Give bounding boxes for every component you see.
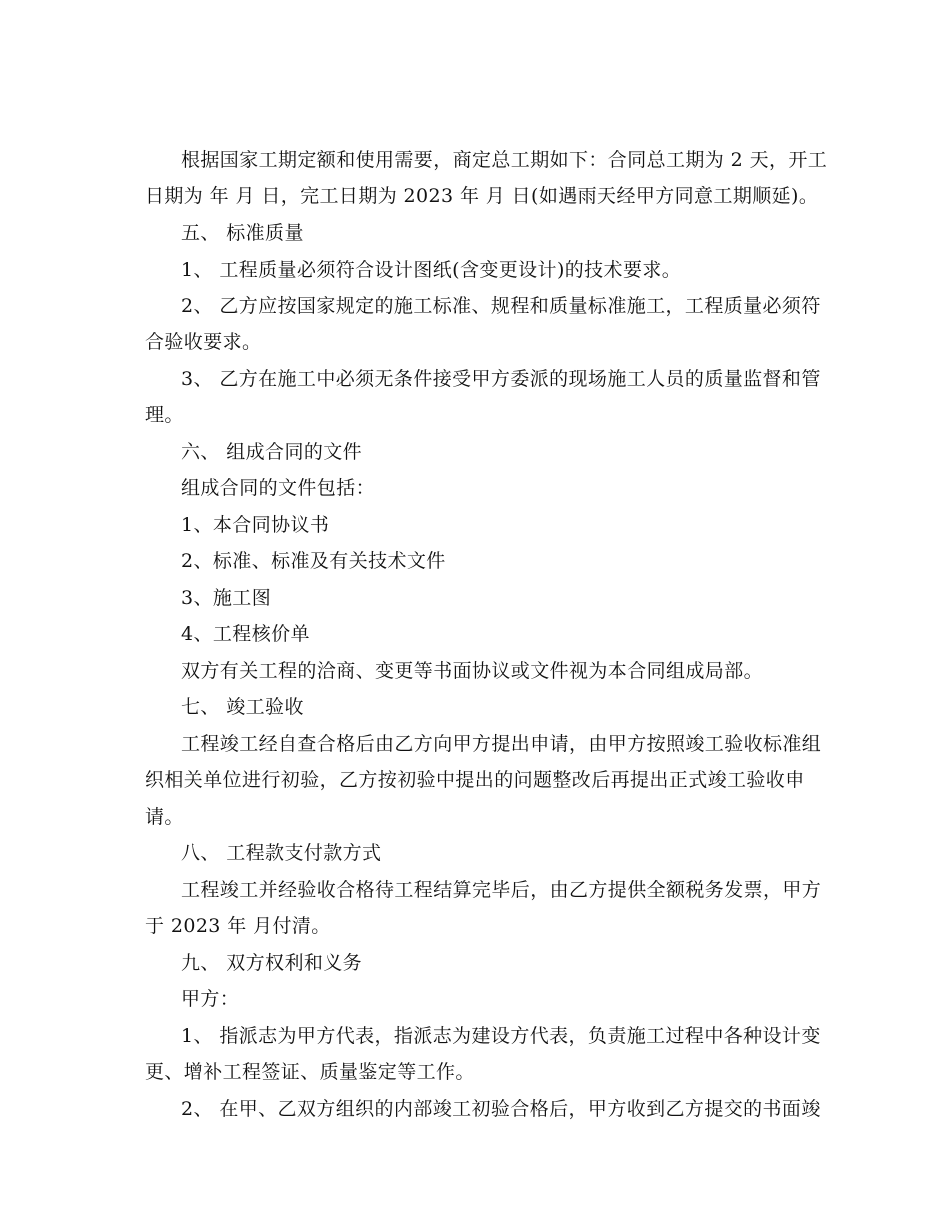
payment-paragraph-line-2: 于 2023 年 月付清。	[145, 915, 331, 937]
acceptance-paragraph-line-3: 请。	[145, 806, 184, 828]
acceptance-paragraph-line-2: 织相关单位进行初验，乙方按初验中提出的问题整改后再提出正式竣工验收申	[145, 769, 805, 791]
quality-item-1: 1、 工程质量必须符合设计图纸(含变更设计)的技术要求。	[181, 259, 682, 281]
contract-document-item-2: 2、标准、标准及有关技术文件	[181, 550, 446, 572]
acceptance-paragraph-line-1: 工程竣工经自查合格后由乙方向甲方提出申请，由甲方按照竣工验收标准组	[181, 733, 822, 755]
contract-document-item-3: 3、施工图	[181, 587, 272, 609]
section-heading-contract-documents: 六、 组成合同的文件	[181, 441, 363, 463]
contract-documents-intro: 组成合同的文件包括：	[181, 477, 376, 499]
section-heading-quality: 五、 标准质量	[181, 222, 304, 244]
contract-document-item-1: 1、本合同协议书	[181, 514, 330, 536]
paragraph-schedule-line-1: 根据国家工期定额和使用需要，商定总工期如下：合同总工期为 2 天，开工	[181, 149, 828, 171]
party-a-item-2-line-1: 2、 在甲、乙双方组织的内部竣工初验合格后，甲方收到乙方提交的书面竣	[181, 1098, 821, 1120]
party-a-item-1-line-1: 1、 指派志为甲方代表，指派志为建设方代表，负责施工过程中各种设计变	[181, 1025, 821, 1047]
contract-documents-note: 双方有关工程的洽商、变更等书面协议或文件视为本合同组成局部。	[181, 660, 764, 682]
section-heading-payment: 八、 工程款支付款方式	[181, 842, 382, 864]
quality-item-3-line-1: 3、 乙方在施工中必须无条件接受甲方委派的现场施工人员的质量监督和管	[181, 368, 821, 390]
quality-item-2-line-1: 2、 乙方应按国家规定的施工标准、规程和质量标准施工，工程质量必须符	[181, 295, 821, 317]
quality-item-3-line-2: 理。	[145, 404, 184, 426]
section-heading-acceptance: 七、 竣工验收	[181, 696, 304, 718]
party-a-label: 甲方：	[181, 988, 240, 1010]
quality-item-2-line-2: 合验收要求。	[145, 331, 262, 353]
paragraph-schedule-line-2: 日期为 年 月 日，完工日期为 2023 年 月 日(如遇雨天经甲方同意工期顺延)。	[145, 185, 819, 207]
payment-paragraph-line-1: 工程竣工并经验收合格待工程结算完毕后，由乙方提供全额税务发票，甲方	[181, 879, 822, 901]
section-heading-rights-obligations: 九、 双方权利和义务	[181, 952, 363, 974]
party-a-item-1-line-2: 更、增补工程签证、质量鉴定等工作。	[145, 1061, 475, 1083]
contract-document-item-4: 4、工程核价单	[181, 623, 310, 645]
